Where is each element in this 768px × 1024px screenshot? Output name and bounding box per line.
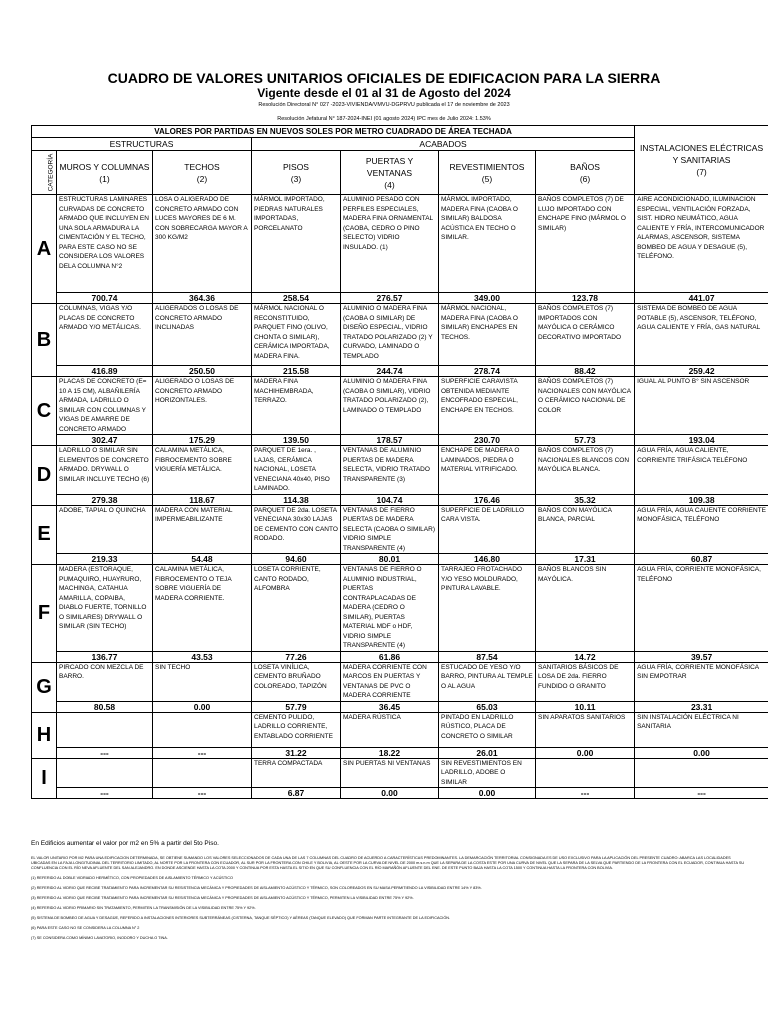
validity-subtitle: Vigente desde el 01 al 31 de Agosto del 2024 [257, 86, 511, 100]
desc-cell: MADERA FINA MACHIHEMBRADA, TERRAZO. [252, 377, 341, 435]
desc-cell: ALUMINIO O MADERA FINA (CAOBA O SIMILAR) DE DISEÑO ESPECIAL, VIDRIO TRATADO POLARIZADO (2) Y CURVADO, LAMINADO O TEMPLADO [341, 304, 439, 366]
value-cell: 0.00 [536, 747, 635, 758]
value-cell: 276.57 [341, 293, 439, 304]
value-cell: 441.07 [635, 293, 768, 304]
category-label: CATEGORÍA [32, 151, 57, 195]
value-cell: 57.73 [536, 435, 635, 446]
row-g-values [32, 701, 768, 712]
desc-cell: LOSETA CORRIENTE, CANTO RODADO, ALFOMBRA [252, 565, 341, 652]
document-title: CUADRO DE VALORES UNITARIOS OFICIALES DE EDIFICACION PARA LA SIERRA [107, 70, 661, 86]
value-cell: 35.32 [536, 494, 635, 505]
value-cell: 0.00 [341, 788, 439, 799]
footnote: (7) SE CONSIDERA COMO MÍNIMO LAVATORIO, INODORO Y DUCHA O TINA. [31, 936, 168, 940]
row-b-desc [32, 304, 768, 366]
desc-cell: ESTUCADO DE YESO Y/O BARRO, PINTURA AL TEMPLE O AL AGUA [439, 662, 536, 701]
category-letter: D [32, 446, 57, 506]
value-cell: --- [153, 788, 252, 799]
desc-cell: PARQUET DE 1era. , LAJAS, CERÁMICA NACIONAL, LOSETA VENECIANA 40x40, PISO LAMINADO. [252, 446, 341, 495]
value-cell: 109.38 [635, 494, 768, 505]
desc-cell: SUPERFICIE DE LADRILLO CARA VISTA. [439, 505, 536, 554]
desc-cell: CALAMINA METÁLICA, FIBROCEMENTO SOBRE VIGUERÍA METÁLICA. [153, 446, 252, 495]
category-letter: H [32, 712, 57, 758]
value-cell: 26.01 [439, 747, 536, 758]
value-cell: 258.54 [252, 293, 341, 304]
desc-cell: MÁRMOL NACIONAL O RECONSTITUIDO, PARQUET FINO (OLIVO, CHONTA O SIMILAR), CERÁMICA IMPORTADA, MADERA FINA. [252, 304, 341, 366]
desc-cell: PINTADO EN LADRILLO RÚSTICO, PLACA DE CONCRETO O SIMILAR [439, 712, 536, 747]
value-cell: 65.03 [439, 701, 536, 712]
desc-cell: VENTANAS DE ALUMINIO PUERTAS DE MADERA SELECTA, VIDRIO TRATADO TRANSPARENTE (3) [341, 446, 439, 495]
value-cell: 178.57 [341, 435, 439, 446]
desc-cell [153, 758, 252, 788]
desc-cell: SUPERFICIE CARAVISTA OBTENIDA MEDIANTE ENCOFRADO ESPECIAL, ENCHAPE EN TECHOS. [439, 377, 536, 435]
col-head-7 [635, 126, 768, 195]
value-cell: 10.11 [536, 701, 635, 712]
value-cell: 104.74 [341, 494, 439, 505]
desc-cell: LOSA O ALIGERADO DE CONCRETO ARMADO CON LUCES MAYORES DE 6 M. CON SOBRECARGA MAYOR A 300 KG/M2 [153, 195, 252, 293]
row-h-desc [32, 712, 768, 747]
value-cell: 215.58 [252, 366, 341, 377]
value-cell: 302.47 [57, 435, 153, 446]
value-cell: 250.50 [153, 366, 252, 377]
col-head-3: PISOS (3) [252, 151, 341, 195]
value-cell: 88.42 [536, 366, 635, 377]
desc-cell: PIRCADO CON MEZCLA DE BARRO. [57, 662, 153, 701]
value-cell: 0.00 [635, 747, 768, 758]
desc-cell: AGUA FRÍA, AGUA CAUENTE CORRIENTE MONOFÁSICA, TELÉFONO [635, 505, 768, 554]
desc-cell: MÁRMOL IMPORTADO, MADERA FINA (CAOBA O SIMILAR) BALDOSA ACÚSTICA EN TECHO O SIMILAR. [439, 195, 536, 293]
value-cell: --- [57, 747, 153, 758]
footnote: (1) REFERIDO AL DOBLE VIDRIADO HERMÉTICO, CON PROPIEDADES DE AISLAMIENTO TÉRMICO Y ACÚSTICO [31, 876, 233, 880]
desc-cell: ADOBE, TAPIAL O QUINCHA [57, 505, 153, 554]
row-d-desc [32, 446, 768, 495]
value-cell: --- [57, 788, 153, 799]
footnote: (3) REFERIDO AL VIDRIO QUE RECIBE TRATAMIENTO PARA INCREMENTAR SU RESISTENCIA MECÁNICA Y PROPIEDADES DE AISLAMIENTO ACÚSTICO Y TÉRMICO, PERMITEN LA VISIBILIDAD ENTRE 75% Y 92%. [31, 896, 414, 900]
desc-cell [536, 758, 635, 788]
value-cell: 146.80 [439, 554, 536, 565]
desc-cell: ALIGERADO O LOSAS DE CONCRETO ARMADO HORIZONTALES. [153, 377, 252, 435]
desc-cell: MADERA (ESTORAQUE, PUMAQUIRO, HUAYRURO, MACHINGA, CATAHUA AMARILLA, COPAIBA, DIABLO FUERTE, TORNILLO O SIMILARES) DRYWALL O SIMILAR (SIN TECHO) [57, 565, 153, 652]
desc-cell: SANITARIOS BÁSICOS DE LOSA DE 2da. FIERRO FUNDIDO O GRANITO [536, 662, 635, 701]
value-cell: --- [635, 788, 768, 799]
footnote: (6) PARA ESTE CASO NO SE CONSIDERA LA COLUMNA N° 2 [31, 926, 140, 930]
desc-cell: VENTANAS DE FIERRO PUERTAS DE MADERA SELECTA (CAOBA O SIMILAR) VIDRIO SIMPLE TRANSPARENTE (4) [341, 505, 439, 554]
category-letter: I [32, 758, 57, 799]
value-cell: 94.60 [252, 554, 341, 565]
footnote: (5) SISTEMA DE BOMBEO DE AGUA Y DESAGÜE, REFERIDO A INSTALACIONES INTERIORES SUBTERRÁNEAS (CISTERNA, TANQUE SÉPTICO) Y AÉREAS (TANQUE ELEVADO) QUE FORMAN PARTE INTEGRANTE DE LA EDIFICACIÓN. [31, 916, 451, 920]
value-cell: 0.00 [439, 788, 536, 799]
row-b-values [32, 366, 768, 377]
group-estructuras: ESTRUCTURAS [32, 138, 252, 151]
desc-cell: SIN TECHO [153, 662, 252, 701]
notes-block [31, 856, 746, 946]
desc-cell [57, 758, 153, 788]
col-head-7-name: INSTALACIONES ELÉCTRICAS Y SANITARIAS [640, 143, 764, 165]
value-cell: 123.78 [536, 293, 635, 304]
row-a-desc [32, 195, 768, 293]
table-caption: VALORES POR PARTIDAS EN NUEVOS SOLES POR METRO CUADRADO DE ÁREA TECHADA [32, 126, 635, 138]
value-cell: 0.00 [153, 701, 252, 712]
value-cell: 176.46 [439, 494, 536, 505]
value-cell: 279.38 [57, 494, 153, 505]
value-cell: 139.50 [252, 435, 341, 446]
desc-cell: BAÑOS COMPLETOS (7) DE LUJO IMPORTADO CON ENCHAPE FINO (MÁRMOL O SIMILAR) [536, 195, 635, 293]
desc-cell: MADERA RÚSTICA [341, 712, 439, 747]
desc-cell: SISTEMA DE BOMBEO DE AGUA POTABLE (5), ASCENSOR, TELÉFONO, AGUA CALIENTE Y FRÍA, GAS NATURAL [635, 304, 768, 366]
value-cell: 14.72 [536, 651, 635, 662]
value-cell: 118.67 [153, 494, 252, 505]
row-h-values [32, 747, 768, 758]
value-cell: 6.87 [252, 788, 341, 799]
desc-cell: AGUA FRÍA, AGUA CALIENTE, CORRIENTE TRIFÁSICA TELÉFONO [635, 446, 768, 495]
value-cell: 259.42 [635, 366, 768, 377]
category-letter: B [32, 304, 57, 377]
desc-cell: COLUMNAS, VIGAS Y/O PLACAS DE CONCRETO ARMADO Y/O METÁLICAS. [57, 304, 153, 366]
row-g-desc [32, 662, 768, 701]
value-cell: 18.22 [341, 747, 439, 758]
desc-cell: TARRAJEO FROTACHADO Y/O YESO MOLDURADO, PINTURA LAVABLE. [439, 565, 536, 652]
desc-cell: VENTANAS DE FIERRO O ALUMINIO INDUSTRIAL, PUERTAS CONTRAPLACADAS DE MADERA (CEDRO O SIMILAR), PUERTAS MATERIAL MDF o HDF, VIDRIO SIMPLE TRANSPARENTE (4) [341, 565, 439, 652]
desc-cell: BAÑOS COMPLETOS (7) NACIONALES CON MAYÓLICA O CERÁMICO NACIONAL DE COLOR [536, 377, 635, 435]
desc-cell: ALIGERADOS O LOSAS DE CONCRETO ARMADO INCLINADAS [153, 304, 252, 366]
desc-cell: BAÑOS COMPLETOS (7) IMPORTADOS CON MAYÓLICA O CERÁMICO DECORATIVO IMPORTADO [536, 304, 635, 366]
footnote: (4) REFERIDO AL VIDRIO PRIMARIO SIN TRATAMIENTO, PERMITEN LA TRANSMISIÓN DE LA VISIBILIDAD ENTRE 75% Y 92%. [31, 906, 256, 910]
value-cell: 230.70 [439, 435, 536, 446]
desc-cell [635, 758, 768, 788]
desc-cell: PLACAS DE CONCRETO (E= 10 A 15 CM), ALBAÑILERÍA ARMADA, LADRILLO O SIMILAR CON COLUMNAS Y VIGAS DE AMARRE DE CONCRETO ARMADO [57, 377, 153, 435]
desc-cell: CALAMINA METÁLICA, FIBROCEMENTO O TEJA SOBRE VIGUERÍA DE MADERA CORRIENTE. [153, 565, 252, 652]
value-cell: 416.89 [57, 366, 153, 377]
desc-cell: LADRILLO O SIMILAR SIN ELEMENTOS DE CONCRETO ARMADO. DRYWALL O SIMILAR INCLUYE TECHO (6) [57, 446, 153, 495]
desc-cell: IGUAL AL PUNTO B° SIN ASCENSOR [635, 377, 768, 435]
value-cell: 244.74 [341, 366, 439, 377]
row-d-values [32, 494, 768, 505]
value-cell: 57.79 [252, 701, 341, 712]
value-cell: 60.87 [635, 554, 768, 565]
value-cell: 278.74 [439, 366, 536, 377]
col-head-6: BAÑOS (6) [536, 151, 635, 195]
value-cell: 700.74 [57, 293, 153, 304]
desc-cell: BAÑOS COMPLETOS (7) NACIONALES BLANCOS CON MAYÓLICA BLANCA. [536, 446, 635, 495]
desc-cell: BAÑOS CON MAYÓLICA BLANCA, PARCIAL [536, 505, 635, 554]
col-head-7-num: (7) [696, 167, 707, 177]
desc-cell: LOSETA VINÍLICA, CEMENTO BRUÑADO COLOREADO, TAPIZÓN [252, 662, 341, 701]
value-cell: 80.58 [57, 701, 153, 712]
category-letter: F [32, 565, 57, 663]
row-i-values [32, 788, 768, 799]
values-table [31, 125, 768, 799]
desc-cell [153, 712, 252, 747]
desc-cell: SIN REVESTIMIENTOS EN LADRILLO, ADOBE O SIMILAR [439, 758, 536, 788]
value-cell: 136.77 [57, 651, 153, 662]
value-cell: 80.01 [341, 554, 439, 565]
value-cell: 77.26 [252, 651, 341, 662]
upper-floor-note: En Edificios aumentar el valor por m2 en 5% a partir del 5to Piso. [31, 840, 219, 847]
value-cell: --- [153, 747, 252, 758]
desc-cell: ALUMINIO O MADERA FINA (CAOBA O SIMILAR), VIDRIO TRATADO POLARIZADO (2), LAMINADO O TEMPLADO [341, 377, 439, 435]
row-e-desc [32, 505, 768, 554]
desc-cell [57, 712, 153, 747]
group-acabados: ACABADOS [252, 138, 635, 151]
value-cell: 17.31 [536, 554, 635, 565]
row-i-desc [32, 758, 768, 788]
row-f-desc [32, 565, 768, 652]
footnote: EL VALOR UNITARIO POR M2 PARA UNA EDIFICACION DETERMINADA, SE OBTIENE SUMANDO LOS VALORES SELECCIONADOS DE CADA UNA DE LAS 7 COLUMNAS DEL CUADRO DE ACUERDO A CARACTERÍSTICAS PREDOMINANTES. LA DEMARCACIÓN TERRITORIAL CONSIGNADA ES DE USO EXCLUSIVO PARA LA APLICACIÓN DEL PRESENTE CUADRO: ABARCA LAS LOCALIDADES UBICADAS EN LA FAJA LONGITUDINAL DEL TERRITORIO LIMITADO, AL NORTE POR LA FRONTERA CON ECUADOR, AL SUR POR LA FRONTERA CON CHILE Y BOLIVIA, AL OESTE POR LA CURVA DE NIVEL DE 2000 m.s.n.m QUE LA SEPARA DE LA COSTA ESTE POR UNA CURVA DE NIVEL QUE LA SEPARA DE LA SELVA QUE PARTIENDO DE LA FRONTERA CON EL ECUADOR, CONTINUA HASTA SU CONFLUENCIA CON EL RÍO NEVA AFLUENTE DEL SAN ALEJANDRO. EN DONDE ASCIENDE HASTA LA COTA 2000 Y CONTINUA POR ESTA HASTA EL SITIO EN QUE SU CONFLUENCIA CON EL RÍO MARAÑÓN AFLUENTE DEL ENE. DE ESTE PUNTO BAJA HASTA LA COTA 1500 Y CONTINUA HASTA LA FRONTERA CON BOLIVIA. [31, 856, 745, 870]
value-cell: 54.48 [153, 554, 252, 565]
desc-cell: PARQUET DE 2da. LOSETA VENECIANA 30x30 LAJAS DE CEMENTO CON CANTO RODADO. [252, 505, 341, 554]
desc-cell: SIN INSTALACIÓN ELÉCTRICA NI SANITARIA [635, 712, 768, 747]
value-cell: 364.36 [153, 293, 252, 304]
value-cell: 219.33 [57, 554, 153, 565]
desc-cell: SIN APARATOS SANITARIOS [536, 712, 635, 747]
category-letter: A [32, 195, 57, 304]
category-letter: C [32, 377, 57, 446]
col-head-2: TECHOS (2) [153, 151, 252, 195]
row-a-values [32, 293, 768, 304]
desc-cell: MÁRMOL IMPORTADO, PIEDRAS NATURALES IMPORTADAS, PORCELANATO [252, 195, 341, 293]
value-cell: 193.04 [635, 435, 768, 446]
desc-cell: TERRA COMPACTADA [252, 758, 341, 788]
row-e-values [32, 554, 768, 565]
col-head-1: MUROS Y COLUMNAS (1) [57, 151, 153, 195]
value-cell: 175.29 [153, 435, 252, 446]
row-c-desc [32, 377, 768, 435]
desc-cell: SIN PUERTAS NI VENTANAS [341, 758, 439, 788]
value-cell: 36.45 [341, 701, 439, 712]
resolution-directoral: Resolución Directoral N° 027 -2023-VIVIENDA/VMVU-DGPRVU publicada el 17 de noviembre de 2023 [258, 102, 510, 108]
value-cell: --- [536, 788, 635, 799]
value-cell: 43.53 [153, 651, 252, 662]
col-head-4: PUERTAS Y VENTANAS (4) [341, 151, 439, 195]
value-cell: 31.22 [252, 747, 341, 758]
desc-cell: AGUA FRÍA, CORRIENTE MONOFÁSICA, TELÉFONO [635, 565, 768, 652]
desc-cell: MADERA CORRIENTE CON MARCOS EN PUERTAS Y VENTANAS DE PVC O MADERA CORRIENTE [341, 662, 439, 701]
desc-cell: BAÑOS BLANCOS SIN MAYÓLICA. [536, 565, 635, 652]
desc-cell: AIRE ACONDICIONADO, ILUMINACION ESPECIAL, VENTILACIÓN FORZADA, SIST. HIDRO NEUMÁTICO, AGUA CALIENTE Y FRÍA, INTERCOMUNICADOR ALARMAS, ASCENSOR, SISTEMA BOMBEO DE AGUA Y DESAGUE (5), TELÉFONO. [635, 195, 768, 293]
category-letter: E [32, 505, 57, 565]
category-letter: G [32, 662, 57, 712]
desc-cell: MADERA CON MATERIAL IMPERMEABILIZANTE [153, 505, 252, 554]
value-cell: 87.54 [439, 651, 536, 662]
desc-cell: CEMENTO PULIDO, LADRILLO CORRIENTE, ENTABLADO CORRIENTE [252, 712, 341, 747]
desc-cell: ESTRUCTURAS LAMINARES CURVADAS DE CONCRETO ARMADO QUE INCLUYEN EN UNA SOLA ARMADURA LA CIMENTACIÓN Y EL TECHO, PARA ESTE CASO NO SE CONSIDERA LOS VALORES DELA COLUMNA N°2 [57, 195, 153, 293]
value-cell: 349.00 [439, 293, 536, 304]
row-c-values [32, 435, 768, 446]
value-cell: 23.31 [635, 701, 768, 712]
desc-cell: ALUMINIO PESADO CON PERFILES ESPECIALES, MADERA FINA ORNAMENTAL (CAOBA, CEDRO O PINO SELECTO) VIDRIO INSULADO. (1) [341, 195, 439, 293]
value-cell: 39.57 [635, 651, 768, 662]
col-head-5: REVESTIMIENTOS (5) [439, 151, 536, 195]
desc-cell: AGUA FRÍA, CORRIENTE MONOFÁSICA SIN EMPOTRAR [635, 662, 768, 701]
value-cell: 61.86 [341, 651, 439, 662]
value-cell: 114.38 [252, 494, 341, 505]
resolution-jefatural: Resolución Jefatural N° 187-2024-INEI (01 agosto 2024) IPC mes de Julio 2024: 1.53% [277, 116, 491, 122]
footnote: (2) REFERIDO AL VIDRIO QUE RECIBE TRATAMIENTO PARA INCREMENTAR SU RESISTENCIA MECÁNICA Y PROPIEDADES DE AISLAMIENTO ACÚSTICO Y TÉRMICO, SON COLOREADOS EN SU MASA PERMITIENDO LA VISIBILIDAD ENTRE 14% Y 83%. [31, 886, 482, 890]
desc-cell: MÁRMOL NACIONAL, MADERA FINA (CAOBA O SIMILAR) ENCHAPES EN TECHOS. [439, 304, 536, 366]
row-f-values [32, 651, 768, 662]
desc-cell: ENCHAPE DE MADERA O LAMINADOS, PIEDRA O MATERIAL VITRIFICADO. [439, 446, 536, 495]
